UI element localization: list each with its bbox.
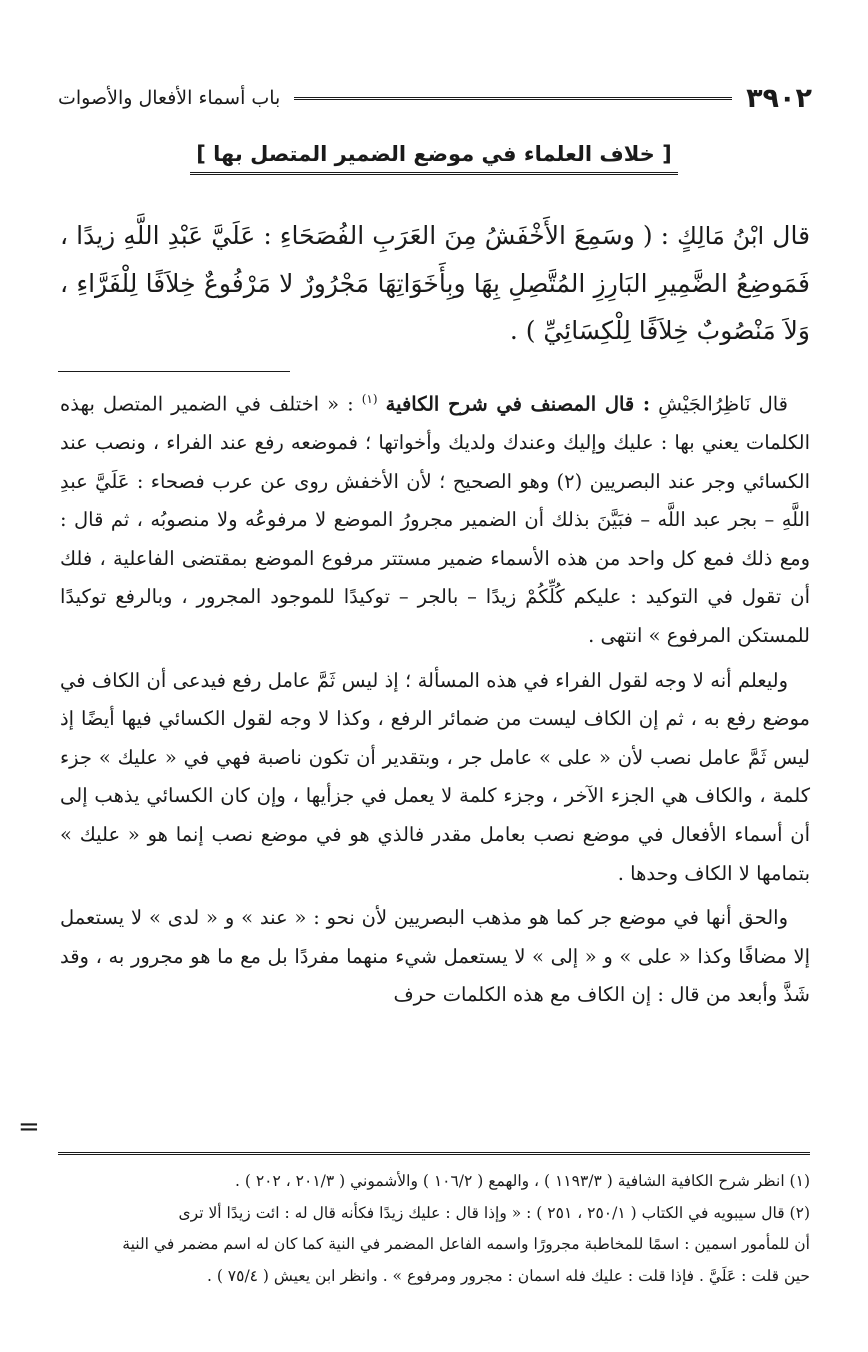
footnote-2-line-1: (٢) قال سيبويه في الكتاب ( ٢٥٠/١ ، ٢٥١ ) : « وإذا قال : عليك زيدًا فكأنه قال له : ائت زيدًا ألا ترى [178, 1203, 810, 1222]
sharh-paragraph-1 [60, 380, 810, 656]
sharh-paragraph-3: والحق أنها في موضع جر كما هو مذهب البصريين لأن نحو : « عند » و « لدى » لا يستعمل إلا مضافًا وكذا « على » و « إلى » لا يستعمل شيء منهما مفردًا بل مع ما هو مجرور به ، وقد شَذَّ وأبعد من قال : إن الكاف مع هذه الكلمات حرف [60, 906, 810, 1007]
section-title-text: [ خلاف العلماء في موضع الضمير المتصل بها ] [190, 142, 677, 175]
footnote-ref-1: (١) [361, 392, 378, 406]
footnote-1: (١) انظر شرح الكافية الشافية ( ١١٩٣/٣ ) ، والهمع ( ١٠٦/٢ ) والأشموني ( ٢٠١/٣ ، ٢٠٢ ) . [235, 1172, 810, 1190]
footnotes [60, 1166, 810, 1292]
sharh-intro: قال [758, 392, 788, 416]
header-rule [294, 97, 732, 100]
footnote-rule [58, 1152, 810, 1155]
page-number: ٣٩٠٢ [746, 82, 812, 114]
sharh-author: نَاظِرُالجَيْشِ [658, 392, 751, 416]
matn-divider [58, 371, 290, 372]
matn-intro: قال [772, 221, 811, 250]
sharh-text [60, 380, 810, 1021]
sharh-paragraph-2: وليعلم أنه لا وجه لقول الفراء في هذه المسألة ؛ إذ ليس ثَمَّ عامل رفع فيدعى أن الكاف في موضع رفع به ، ثم إن الكاف ليست من ضمائر الرفع ، وكذا لا وجه لقول الكسائي فيها أيضًا إذ ليس ثَمَّ عامل نصب لأن « على » عامل جر ، وبتقدير أن تكون ناصبة فهي في « عليك » جزء كلمة ، والكاف هي الجزء الآخر ، وجزء كلمة لا يعمل في جزأيها ، وإن كان الكسائي يذهب إلى أن أسماء الأفعال في موضع نصب بعامل مقدر فالذي هو في موضع نصب إنما هو « عليك » بتمامها لا الكاف وحدها . [60, 668, 810, 885]
chapter-title: باب أسماء الأفعال والأصوات [58, 87, 281, 109]
sharh-source: : قال المصنف في شرح الكافية [385, 392, 651, 416]
running-header [58, 80, 812, 116]
matn-text [60, 212, 810, 354]
matn-author: ابْنُ مَالِكٍ [677, 222, 765, 250]
section-title [0, 142, 868, 175]
sharh-paragraph-1-body: : « اختلف في الضمير المتصل بهذه الكلمات يعني بها : عليك وإليك وعندك ولديك وأخواتها ؛ فموضعه رفع عند الفراء ، ونصب عند الكسائي وجر عند البصريين (٢) وهو الصحيح ؛ لأن الأخفش روى عن عرب فصحاء : عَلَيَّ عبدِ اللَّهِ – بجر عبد اللَّه – فبَيَّنَ بذلك أن الضمير مجرورُ الموضع لا مرفوعُه ولا منصوبُه ، ثم قال : ومع ذلك فمع كل واحد من هذه الأسماء ضمير مستتر مرفوع الموضع بمقتضى الفاعلية ، فلك أن تقول في التوكيد : عليكم كُلِّكُمْ زيدًا – بالجر – توكيدًا للموجود المجرور ، وبالرفع توكيدًا للمستكن المرفوع » انتهى . [60, 392, 810, 648]
matn-body: : ( وسَمِعَ الأَخْفَشُ مِنَ العَرَبِ الفُصَحَاءِ : عَلَيَّ عَبْدِ اللَّهِ زيدًا ، فَمَوضِعُ الضَّمِيرِ البَارِزِ المُتَّصِلِ بِهَا وبِأَخَوَاتِهَا مَجْرُورٌ لا مَرْفُوعٌ خِلاَفًا لِلْفَرَّاءِ ، وَلاَ مَنْصُوبٌ خِلاَفًا لِلْكِسَائِيِّ ) . [60, 221, 810, 345]
continuation-mark: = [18, 1112, 40, 1142]
footnote-2-line-3: حين قلت : عَلَيَّ . فإذا قلت : عليك فله اسمان : مجرور ومرفوع » . وانظر ابن يعيش ( ٧٥/٤ ) . [206, 1266, 810, 1285]
footnote-2-line-2: أن للمأمور اسمين : اسمًا للمخاطبة مجرورًا واسمه الفاعل المضمر في النية كما كان له اسم مضمر في النية [122, 1235, 810, 1253]
